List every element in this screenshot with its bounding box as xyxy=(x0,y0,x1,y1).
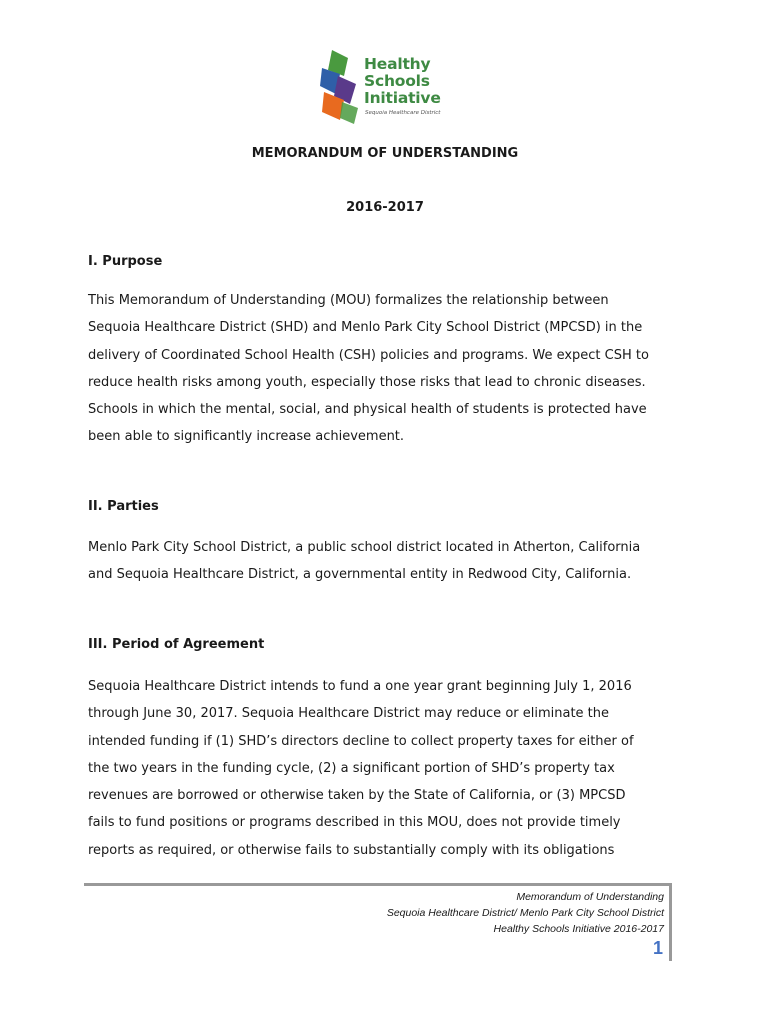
purpose-line: Schools in which the mental, social, and physical health of students is protected have xyxy=(88,402,647,418)
purpose-heading: I. Purpose xyxy=(88,254,163,269)
page-number: 1 xyxy=(652,938,663,958)
parties-paragraph xyxy=(88,534,688,589)
purpose-paragraph xyxy=(88,287,688,451)
footer-line-1: Memorandum of Understanding xyxy=(516,891,664,903)
footer-line-3: Healthy Schools Initiative 2016-2017 xyxy=(493,923,664,935)
logo-mark-icon xyxy=(318,50,362,126)
healthy-schools-logo xyxy=(318,50,458,128)
period-line: revenues are borrowed or otherwise taken by the State of California, or (3) MPCSD xyxy=(88,788,626,804)
logo-subtitle: Sequoia Healthcare District xyxy=(365,110,441,116)
footer-divider xyxy=(84,883,670,886)
document-year: 2016-2017 xyxy=(346,200,424,215)
purpose-line: reduce health risks among youth, especially those risks that lead to chronic diseases. xyxy=(88,374,646,390)
period-line: the two years in the funding cycle, (2) a significant portion of SHD’s property tax xyxy=(88,760,615,776)
period-line: Sequoia Healthcare District intends to fund a one year grant beginning July 1, 2016 xyxy=(88,679,632,694)
logo-line-1: Healthy xyxy=(364,55,431,73)
logo-line-3: Initiative xyxy=(364,89,441,107)
purpose-line: This Memorandum of Understanding (MOU) formalizes the relationship between xyxy=(88,293,609,308)
period-line: through June 30, 2017. Sequoia Healthcare District may reduce or eliminate the xyxy=(88,706,610,722)
page-footer xyxy=(387,889,664,937)
period-heading: III. Period of Agreement xyxy=(88,637,265,652)
period-line: fails to fund positions or programs described in this MOU, does not provide timely xyxy=(88,815,621,831)
purpose-line: Sequoia Healthcare District (SHD) and Menlo Park City School District (MPCSD) in the xyxy=(88,320,643,336)
footer-line-2: Sequoia Healthcare District/ Menlo Park City School District xyxy=(386,907,664,919)
purpose-line: delivery of Coordinated School Health (CSH) policies and programs. We expect CSH to xyxy=(88,347,649,363)
parties-line: Menlo Park City School District, a public school district located in Atherton, California xyxy=(88,540,641,555)
document-title: MEMORANDUM OF UNDERSTANDING xyxy=(251,146,519,161)
footer-vertical-divider xyxy=(669,883,672,961)
logo-line-2: Schools xyxy=(364,72,430,90)
parties-line: and Sequoia Healthcare District, a governmental entity in Redwood City, California. xyxy=(88,567,632,583)
period-paragraph xyxy=(88,673,688,864)
period-line: reports as required, or otherwise fails to substantially comply with its obligations xyxy=(88,842,615,858)
logo-wordmark xyxy=(364,56,441,107)
purpose-line: been able to significantly increase achievement. xyxy=(88,429,405,445)
period-line: intended funding if (1) SHD’s directors decline to collect property taxes for either of xyxy=(88,733,634,749)
parties-heading: II. Parties xyxy=(88,499,159,514)
